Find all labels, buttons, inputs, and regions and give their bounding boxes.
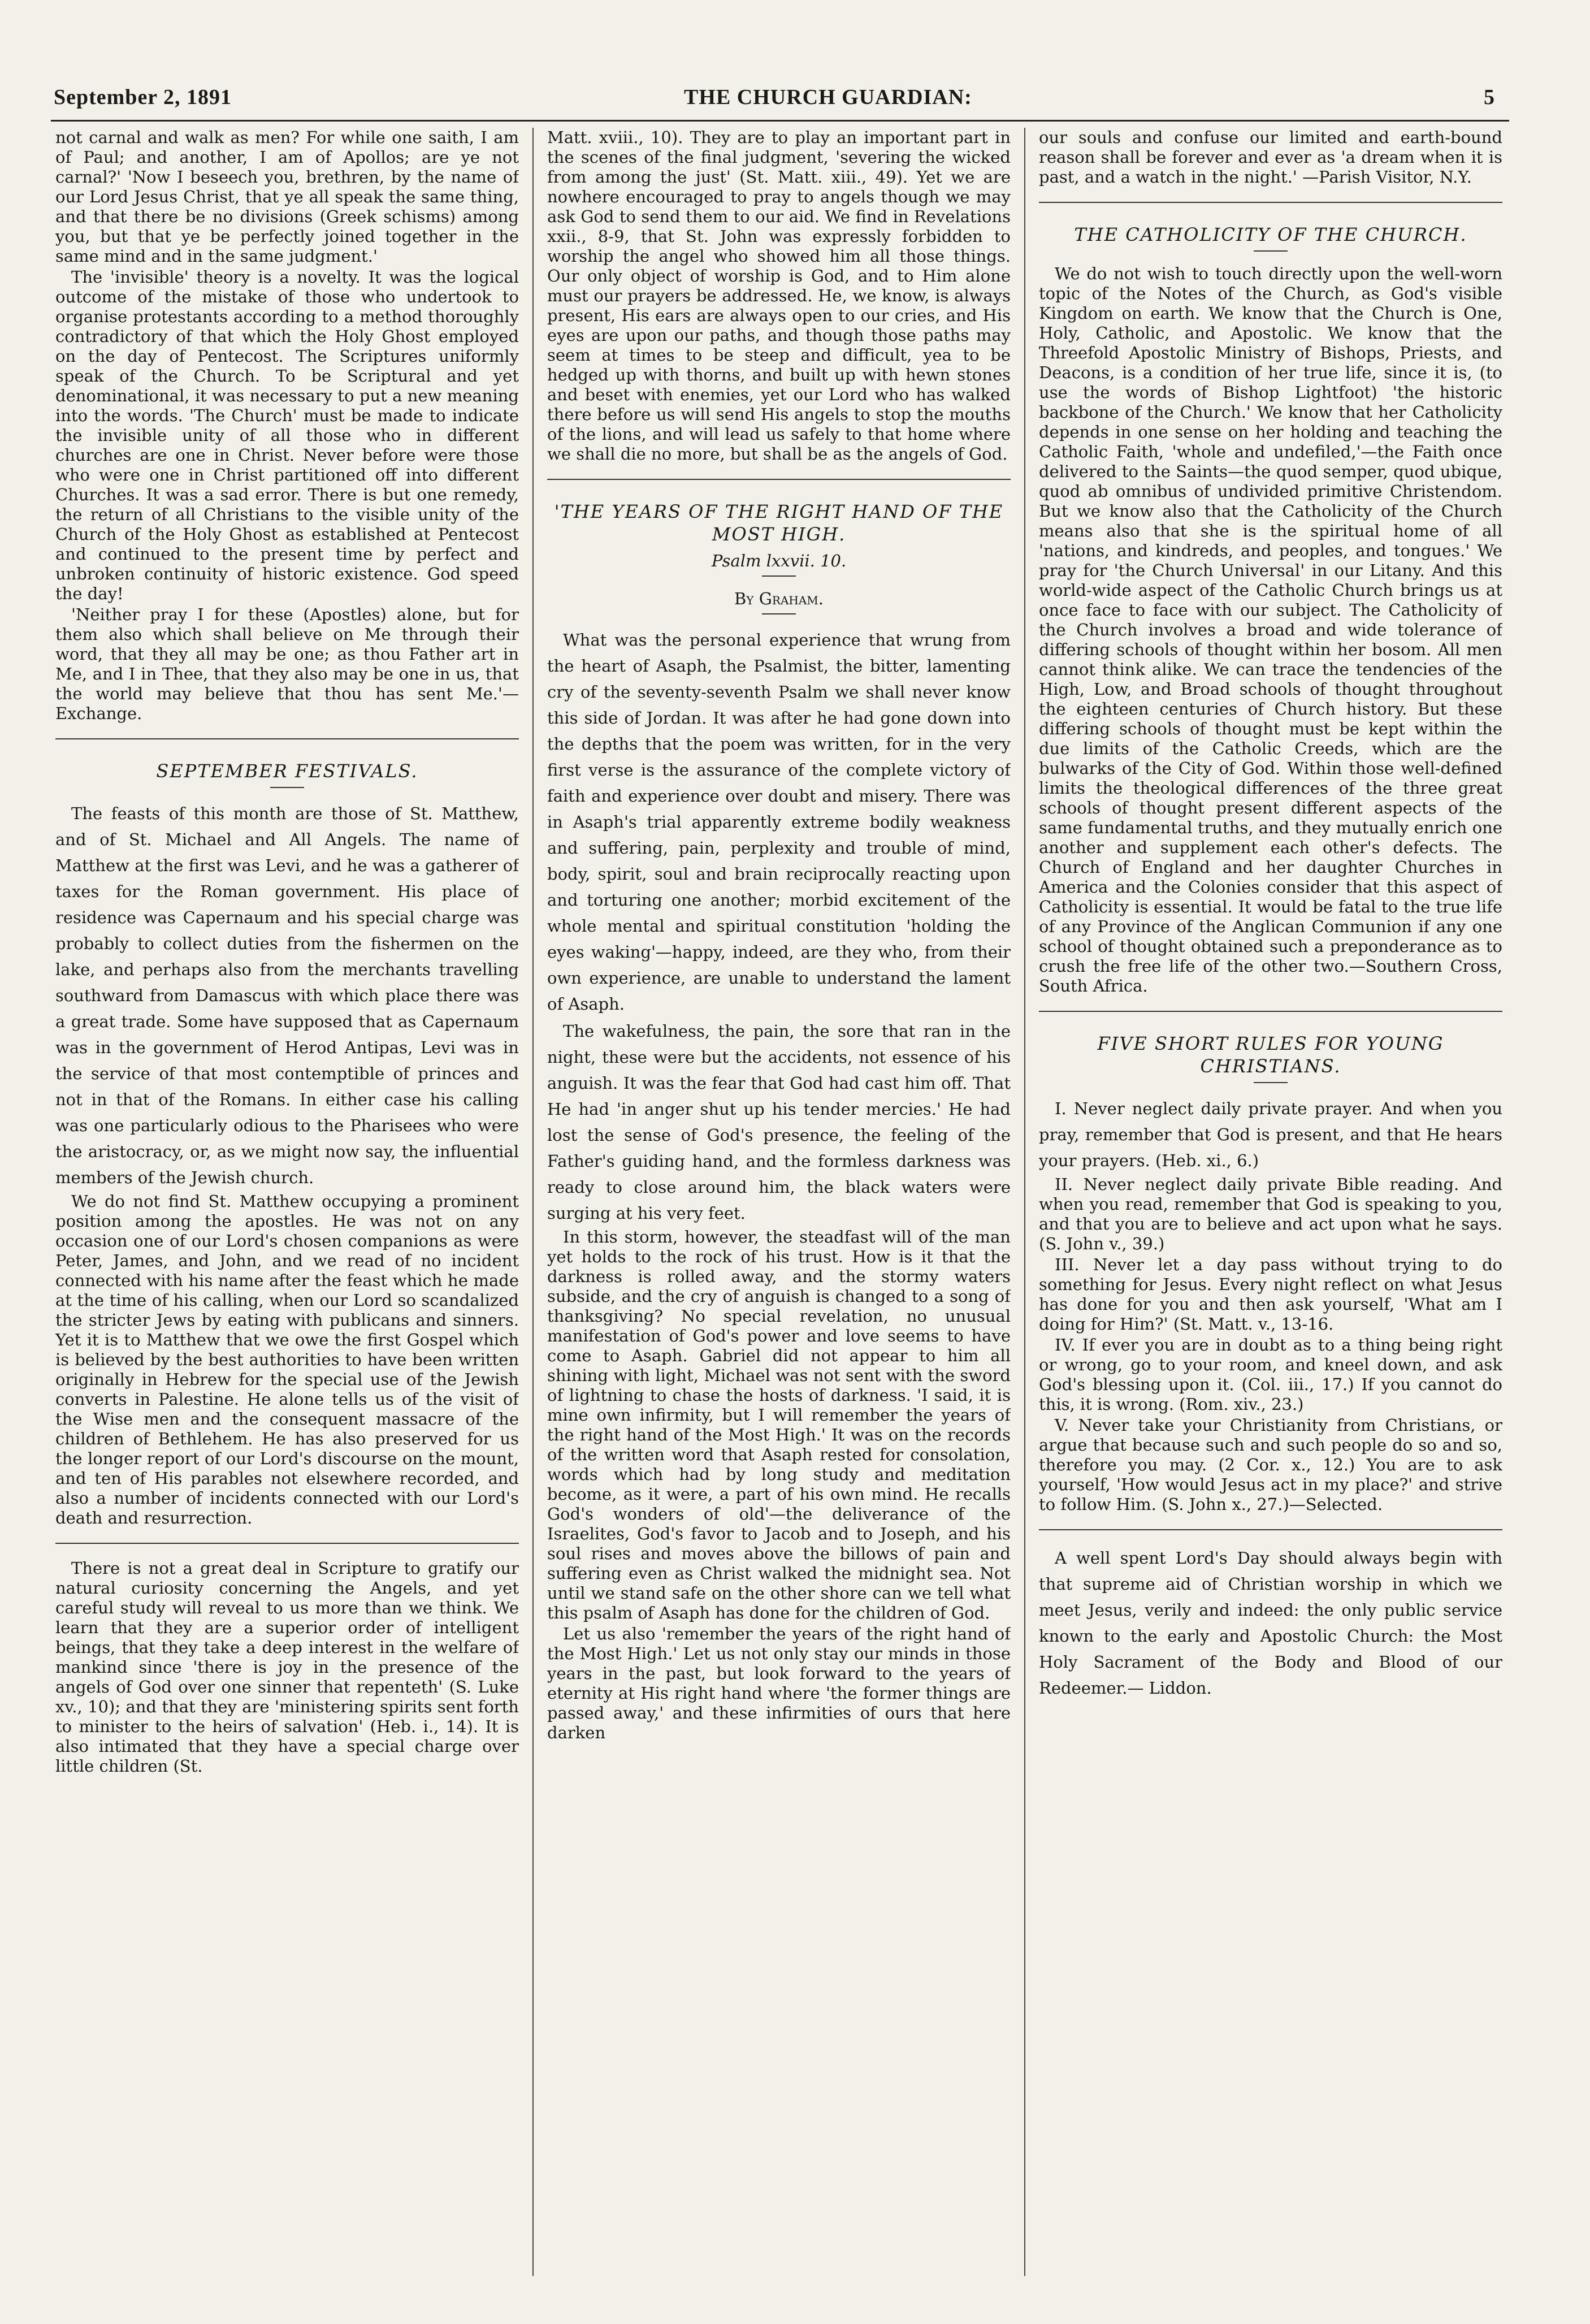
section-rule (55, 738, 519, 739)
article-paragraph: There is not a great deal in Scripture to gratify our natural curiosity concerning the Angels, and yet careful study will reveal to us more than we think. We learn that they are a superior order of intelligent beings, that they take a deep interest in the welfare of mankind since 'there is joy in the presence of the angels of God over one sinner that repenteth' (S. Luke xv., 10); and that they are 'ministering spirits sent forth to minister to the heirs of salvation' (Heb. i., 14). It is also intimated that they have a special charge over little children (St. (55, 1559, 519, 1776)
section-rule (1039, 1011, 1502, 1012)
heading-dash (1254, 1082, 1288, 1083)
rule-item: II. Never neglect daily private Bible reading. And when you read, remember that God is speaking to you, and that you are to believe and act upon what he says. (S. John v., 39.) (1039, 1175, 1502, 1253)
heading-dash (762, 575, 796, 577)
column-1 (55, 128, 519, 2276)
rule-item: IV. If ever you are in doubt as to a thing being right or wrong, go to your room, and kneel down, and ask God's blessing upon it. (Col. iii., 17.) If you cannot do this, it is wrong. (Rom. xiv., 23.) (1039, 1335, 1502, 1414)
heading-catholicity: THE CATHOLICITY OF THE CHURCH. (1074, 224, 1467, 245)
heading-five-rules: FIVE SHORT RULES FOR YOUNG CHRISTIANS. (1097, 1033, 1444, 1077)
column-divider (1024, 128, 1025, 2276)
heading-dash (762, 613, 796, 614)
psalm-reference: Psalm lxxvii. 10. (711, 551, 847, 570)
rule-item: I. Never neglect daily private prayer. And when you pray, remember that God is present, and that He hears your prayers. (Heb. xi., 6.) (1039, 1099, 1502, 1170)
column-divider (532, 128, 534, 2276)
column-3 (1039, 128, 1502, 2276)
article-paragraph: The 'invisible' theory is a novelty. It was the logical outcome of the mistake of those who undertook to organise protestants according to a method thoroughly contradictory of that which the Holy Ghost employed on the day of Pentecost. The Scriptures uniformly speak of the Church. To be Scriptural and yet denominational, it was necessary to put a new meaning into the words. 'The Church' must be made to indicate the invisible unity of all those who in different churches are one in Christ. Never before were those who were one in Christ partitioned off into different Churches. It was a sad error. There is but one remedy, the return of all Christians to the visible unity of the Church of the Holy Ghost as established at Pentecost and continued to the present time by perfect and unbroken continuity of historic existence. God speed the day! (55, 267, 519, 603)
section-rule (1039, 202, 1502, 203)
heading-dash (1254, 250, 1288, 252)
article-paragraph: Let us also 'remember the years of the right hand of the Most High.' Let us not only stay our minds in those years in the past, but look forward to the years of eternity at His right hand where 'the former things are passed away,' and these infirmities of ours that here darken (547, 1624, 1011, 1742)
article-paragraph: We do not wish to touch directly upon the well-worn topic of the Notes of the Church, as God's visible Kingdom on earth. We know that the Church is One, Holy, Catholic, and Apostolic. We know that the Threefold Apostolic Ministry of Bishops, Priests, and Deacons, is a condition of her true life, since it is, (to use the words of Bishop Lightfoot) 'the historic backbone of the Church.' We know that her Catholicity depends in one sense on her holding and teaching the Catholic Faith, 'whole and undefiled,'—the Faith once delivered to the Saints—the quod semper, quod ubique, quod ab omnibus of undivided primitive Christendom. But we know also that the Catholicity of the Church means also that she is the spiritual home of all 'nations, and kindreds, and peoples, and tongues.' We pray for 'the Church Universal' in our Litany. And this world-wide aspect of the Catholic Church brings us at once face to face with our subject. The Catholicity of the Church involves a broad and wide tolerance of differing schools of thought within her bosom. All men cannot think alike. We can trace the tendencies of the High, Low, and Broad schools of thought throughout the eighteen centuries of Church history. But these differing schools of thought must be kept within the due limits of the Catholic Creeds, which are the bulwarks of the City of God. Within those well-defined limits the theological differences of the three great schools of thought present different aspects of the same fundamental truths, and they mutually enrich one another and supplement each other's defects. The Church of England and her daughter Churches in America and the Colonies consider that this aspect of Catholicity is essential. It would be fatal to the true life of any Province of the Anglican Communion if any one school of thought obtained such a preponderance as to crush the free life of the other two.—Southern Cross, South Africa. (1039, 264, 1502, 996)
article-paragraph: Matt. xviii., 10). They are to play an important part in the scenes of the final judgment, 'severing the wicked from among the just' (St. Matt. xiii., 49). Yet we are nowhere encouraged to pray to angels though we may ask God to send them to our aid. We find in Revelations xxii., 8-9, that St. John was expressly forbidden to worship the angel who showed him all those things. Our only object of worship is God, and to Him alone must our prayers be addressed. He, we know, is always present, His ears are always open to our cries, and His eyes are upon our paths, and though those paths may seem at times to be steep and difficult, yea to be hedged up with thorns, and built up with hewn stones and beset with enemies, yet our Lord who has walked there before us will send His angels to stop the mouths of the lions, and will lead us safely to that home where we shall die no more, but shall be as the angels of God. (547, 128, 1011, 464)
article-paragraph: In this storm, however, the steadfast will of the man yet holds to the rock of his trust. How is it that the darkness is rolled away, and the stormy waters subside, and the cry of anguish is changed to a song of thanksgiving? No special revelation, no unusual manifestation of God's power and love seems to have come to Asaph. Gabriel did not appear to him all shining with light, Michael was not sent with the sword of lightning to chase the hosts of darkness. 'I said, it is mine own infirmity, but I will remember the years of the right hand of the Most High.' It was on the records of the written word that Asaph rested for consolation, words which had by long study and meditation become, as it were, a part of his own mind. He recalls God's wonders of old'—the deliverance of the Israelites, God's favor to Jacob and to Joseph, and his soul rises and moves above the billows of pain and suffering even as Christ walked the midnight sea. Not until we stand safe on the other shore can we tell what this psalm of Asaph has done for the children of God. (547, 1227, 1011, 1622)
section-rule (1039, 1529, 1502, 1530)
column-2 (547, 128, 1011, 2276)
page-number: 5 (1484, 85, 1495, 109)
rule-item: III. Never let a day pass without trying to do something for Jesus. Every night reflect on what Jesus has done for you and then ask yourself, 'What am I doing for Him?' (St. Matt. v., 13-16. (1039, 1255, 1502, 1334)
rule-item: V. Never take your Christianity from Christians, or argue that because such and such people do so and so, therefore you may. (2 Cor. x., 12.) You are to ask yourself, 'How would Jesus act in my place?' and strive to follow Him. (S. John x., 27.)—Selected. (1039, 1416, 1502, 1514)
article-paragraph: our souls and confuse our limited and earth-bound reason shall be forever and ever as 'a dream when it is past, and a watch in the night.' —Parish Visitor, N.Y. (1039, 128, 1502, 187)
masthead-rule (51, 120, 1509, 122)
article-paragraph: The feasts of this month are those of St. Matthew, and of St. Michael and All Angels. The name of Matthew at the first was Levi, and he was a gatherer of taxes for the Roman government. His place of residence was Capernaum and his special charge was probably to collect duties from the fishermen on the lake, and perhaps also from the merchants travelling southward from Damascus with which place there was a great trade. Some have supposed that as Capernaum was in the government of Herod Antipas, Levi was in the service of that most contemptible of princes and not in that of the Romans. In either case his calling was one particularly odious to the Pharisees who were the aristocracy, or, as we might now say, the influential members of the Jewish church. (55, 804, 519, 1187)
heading-years-right-hand: 'THE YEARS OF THE RIGHT HAND OF THE MOST HIGH. (554, 501, 1004, 545)
article-paragraph: not carnal and walk as men? For while one saith, I am of Paul; and another, I am of Apollos; are ye not carnal?' 'Now I beseech you, brethren, by the name of our Lord Jesus Christ, that ye all speak the same thing, and that there be no divisions (Greek schisms) among you, but that ye be perfectly joined together in the same mind and in the same judgment.' (55, 128, 519, 266)
section-rule (55, 1543, 519, 1544)
masthead (54, 85, 1501, 119)
issue-date: September 2, 1891 (54, 85, 232, 109)
article-paragraph: We do not find St. Matthew occupying a prominent position among the apostles. He was not on any occasion one of our Lord's chosen companions as were Peter, James, and John, and we read of no incident connected with his name after the feast which he made at the time of his calling, when our Lord so scandalized the stricter Jews by eating with publicans and sinners. Yet it is to Matthew that we owe the first Gospel which is believed by the best authorities to have been written originally in Hebrew for the special use of the Jewish converts in Palestine. He alone tells us of the visit of the Wise men and the consequent massacre of the children of Bethlehem. He has also preserved for us the longer report of our Lord's discourse on the mount, and ten of His parables not elsewhere recorded, and also a number of incidents connected with our Lord's death and resurrection. (55, 1192, 519, 1527)
section-rule (547, 479, 1011, 480)
article-paragraph: A well spent Lord's Day should always begin with that supreme aid of Christian worship in which we meet Jesus, verily and indeed: the only public service known to the early and Apostolic Church: the Most Holy Sacrament of the Body and Blood of our Redeemer.— Liddon. (1039, 1548, 1502, 1698)
newspaper-title: THE CHURCH GUARDIAN: (684, 85, 972, 109)
article-paragraph: What was the personal experience that wrung from the heart of Asaph, the Psalmist, the bitter, lamenting cry of the seventy-seventh Psalm we shall never know this side of Jordan. It was after he had gone down into the depths that the poem was written, for in the very first verse is the assurance of the complete victory of faith and experience over doubt and misery. There was in Asaph's trial apparently extreme bodily weakness and suffering, pain, perplexity and trouble of mind, body, spirit, soul and brain reciprocally reacting upon and torturing one another; morbid excitement of the whole mental and spiritual constitution 'holding the eyes waking'—happy, indeed, are they who, from their own experience, are unable to understand the lament of Asaph. (547, 630, 1011, 1014)
article-paragraph: 'Neither pray I for these (Apostles) alone, but for them also which shall believe on Me through their word, that they all may be one; as thou Father art in Me, and I in Thee, that they also may be one in us, that the world may believe that thou has sent Me.'—Exchange. (55, 605, 519, 723)
heading-september-festivals: SEPTEMBER FESTIVALS. (156, 760, 418, 782)
byline: By Graham. (734, 589, 824, 608)
article-paragraph: The wakefulness, the pain, the sore that ran in the night, these were but the accidents, not essence of his anguish. It was the fear that God had cast him off. That He had 'in anger shut up his tender mercies.' He had lost the sense of God's presence, the feeling of the Father's guiding hand, and the formless darkness was ready to close around him, the black waters were surging at his very feet. (547, 1022, 1011, 1223)
heading-dash (270, 787, 304, 788)
